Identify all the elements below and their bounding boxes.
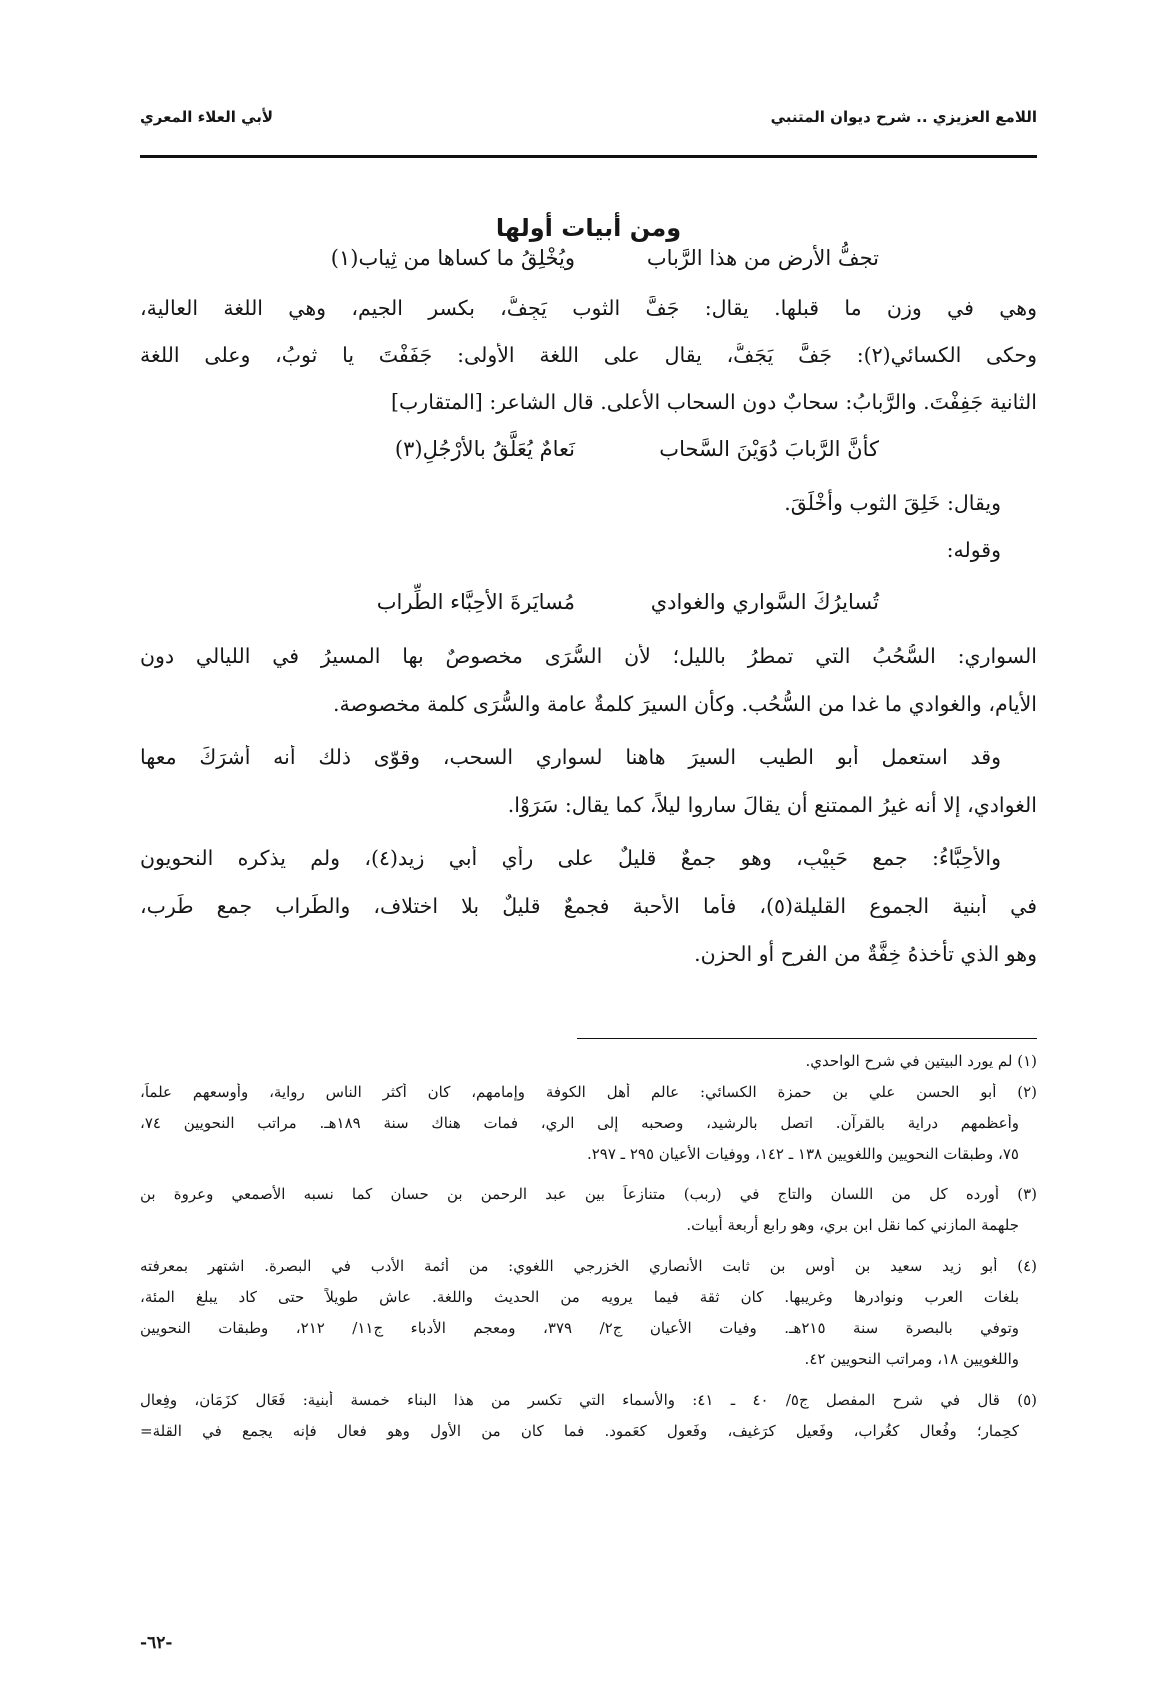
body-line: الثانية جَفِفْتَ. والرَّبابُ: سحابٌ دون السحاب الأعلى. قال الشاعر: [المتقارب] (391, 390, 1037, 414)
body-line: وهي في وزن ما قبلها. يقال: جَفَّ الثوب يَجِفُّ، بكسر الجيم، وهي اللغة العالية، (140, 296, 1037, 320)
body-line: السواري: السُّحُبُ التي تمطرُ بالليل؛ لأن السُّرَى مخصوصٌ بها المسيرُ في الليالي دون (140, 644, 1037, 668)
body-line: ويقال: خَلِقَ الثوب وأخْلَقَ. (784, 491, 1001, 515)
body-line: وقوله: (946, 538, 1001, 562)
footnote-1: (١) لم يورد البيتين في شرح الواحدي. (805, 1052, 1037, 1070)
footnote-4-line: بلغات العرب ونوادرها وغريبها. كان ثقة فيما يرويه من الحديث واللغة. عاش طويلاً حتى كاد يبلغ المئة، (140, 1288, 1019, 1306)
footnote-4-line: وتوفي بالبصرة سنة ٢١٥هـ. وفيات الأعيان ج٢/ ٣٧٩، ومعجم الأدباء ج١١/ ٢١٢، وطبقات النحويين (140, 1319, 1019, 1337)
verse-3 (140, 590, 1037, 630)
page-number: -٦٢- (140, 1633, 173, 1653)
body-line: وقد استعمل أبو الطيب السيرَ هاهنا لسواري السحب، وقوّى ذلك أنه أشرَكَ معها (140, 745, 1001, 769)
verse-1-second-hemistich: ويُخْلِقُ ما كساها من ثِياب(١) (330, 246, 575, 270)
section-title: ومن أبيات أولها (495, 214, 682, 242)
body-line: الغوادي، إلا أنه غيرُ الممتنع أن يقالَ ساروا ليلاً، كما يقال: سَرَوْا. (507, 793, 1037, 817)
body-line: وحكى الكسائي(٢): جَفَّ يَجَفُّ، يقال على اللغة الأولى: جَفَفْتَ يا ثوبُ، وعلى اللغة (140, 343, 1037, 367)
verse-3-first-hemistich: تُسايرُكَ السَّواري والغوادي (650, 590, 879, 614)
verse-2-second-hemistich: نَعامٌ يُعَلَّقُ بالأرْجُلِ(٣) (394, 437, 575, 461)
footnote-4-line: (٤) أبو زيد سعيد بن أوس بن ثابت الأنصاري الخزرجي اللغوي: من أئمة الأدب في البصرة. اشتهر بمعرفته (140, 1257, 1037, 1275)
verse-3-second-hemistich: مُسايَرةَ الأحِبَّاء الطِّراب (376, 590, 575, 614)
verse-2 (140, 437, 1037, 477)
body-line: الأيام، والغوادي ما غدا من السُّحُب. وكأن السيرَ كلمةٌ عامة والسُّرَى كلمة مخصوصة. (332, 692, 1037, 716)
footnote-2-line: ٧٥، وطبقات النحويين واللغويين ١٣٨ ـ ١٤٢، ووفيات الأعيان ٢٩٥ ـ ٢٩٧. (586, 1145, 1019, 1163)
footnote-separator (577, 1038, 1037, 1039)
footnote-3-line: (٣) أورده كل من اللسان والتاج في (ربب) متنازعاً بين عبد الرحمن بن حسان كما نسبه الأصمعي وعروة بن (140, 1185, 1037, 1203)
footnote-2-line: (٢) أبو الحسن علي بن حمزة الكسائي: عالم أهل الكوفة وإمامهم، كان أكثر الناس رواية، وأوسعهم علماً، (140, 1083, 1037, 1101)
footnote-3-line: جلهمة المازني كما نقل ابن بري، وهو رابع أربعة أبيات. (686, 1216, 1019, 1234)
running-header-author: لأبي العلاء المعري (140, 108, 274, 126)
header-rule (140, 155, 1037, 158)
verse-1 (140, 246, 1037, 286)
body-line: والأحِبَّاءُ: جمع حَبِيْبٍ، وهو جمعٌ قليلٌ على رأي أبي زيد(٤)، ولم يذكره النحويون (140, 846, 1001, 870)
running-header-book-title: اللامع العزيزي .. شرح ديوان المتنبي (770, 108, 1037, 126)
footnote-5-line: (٥) قال في شرح المفصل ج٥/ ٤٠ ـ ٤١: والأسماء التي تكسر من هذا البناء خمسة أبنية: فَعَال كزَمَان، وفِعال (140, 1391, 1037, 1409)
footnote-2-line: وأعظمهم دراية بالقرآن. اتصل بالرشيد، وصحبه إلى الري، فمات هناك سنة ١٨٩هـ. مراتب النحويين ٧٤، (140, 1114, 1019, 1132)
footnote-5-line: كحِمار؛ وفُعال كغُراب، وفَعيل كرَغيف، وفَعول كعَمود. فما كان من الأول وهو فعال فإنه يجمع في القلة= (140, 1422, 1019, 1440)
body-line: في أبنية الجموع القليلة(٥)، فأما الأحبة فجمعٌ قليلٌ بلا اختلاف، والطِّراب جمع طَرِب، (140, 894, 1037, 918)
verse-1-first-hemistich: تجفُّ الأرض من هذا الرَّباب (646, 246, 879, 270)
verse-2-first-hemistich: كأنَّ الرَّبابَ دُوَيْنَ السَّحاب (659, 437, 879, 461)
body-line: وهو الذي تأخذهُ خِفَّةٌ من الفرح أو الحزن. (694, 942, 1037, 966)
footnote-4-line: واللغويين ١٨، ومراتب النحويين ٤٢. (804, 1350, 1019, 1368)
